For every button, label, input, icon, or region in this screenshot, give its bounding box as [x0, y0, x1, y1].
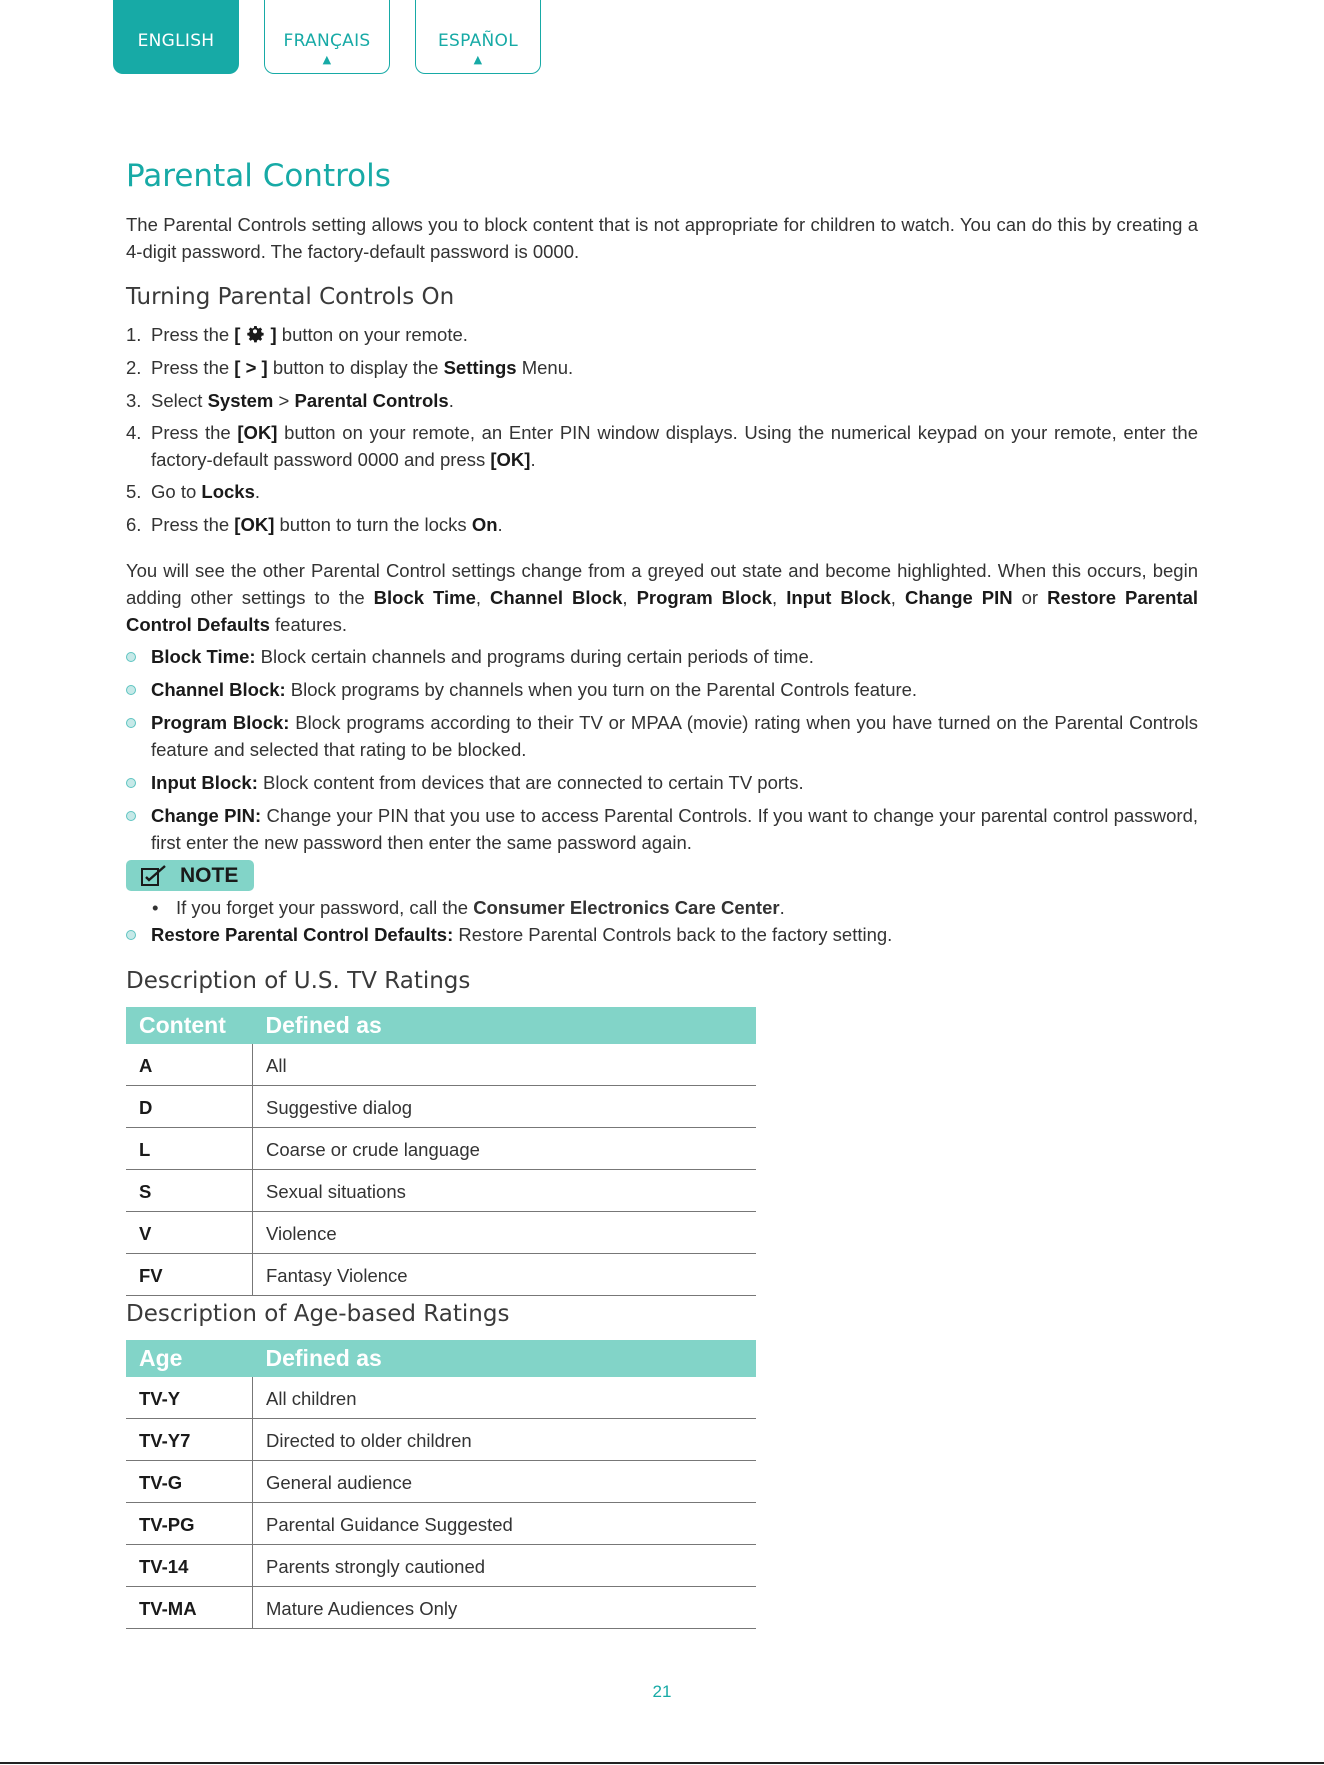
table-row — [126, 1377, 756, 1419]
step-emphasis: [ > ] — [234, 357, 268, 378]
note-edit-icon — [140, 865, 168, 887]
para-text: features. — [269, 614, 348, 635]
rating-definition: Coarse or crude language — [253, 1128, 757, 1170]
para-text: or — [1012, 587, 1048, 608]
note-text: If you forget your password, call the — [176, 897, 474, 918]
feature-desc: Block programs according to their TV or MPAA (movie) rating when you have turned on the Parental Controls feature and selected that rating to be blocked. — [151, 712, 1198, 760]
bullet-icon — [126, 718, 136, 728]
step-emphasis: [OK] — [234, 514, 275, 535]
bracket-open: [ — [234, 324, 241, 345]
feature-term: Block Time: — [151, 646, 256, 667]
bracket-close: ] — [270, 324, 277, 345]
step-text: Select — [151, 390, 208, 411]
rating-code: TV-G — [126, 1461, 253, 1503]
step-text: button on your remote. — [276, 324, 468, 345]
step-text: Press the — [151, 422, 238, 443]
feature-restore-defaults — [126, 921, 1198, 948]
para-text: You will see the other Parental Control settings change from a greyed out state and become highlighted. When this occurs, begin adding other settings to the — [126, 560, 1198, 608]
step-emphasis: Parental Controls — [294, 390, 449, 411]
feature-program-block — [126, 709, 1198, 763]
step-emphasis: System — [207, 390, 274, 411]
rating-definition: All — [253, 1044, 757, 1086]
step-6 — [126, 511, 1198, 538]
step-text: Press the — [151, 514, 235, 535]
step-text: button on your remote, an Enter PIN window displays. Using the numerical keypad on your remote, enter the factory-default password 0000 and press — [151, 422, 1198, 470]
column-header-defined-as: Defined as — [253, 1340, 757, 1377]
step-text: Go to — [151, 481, 202, 502]
table-row — [126, 1086, 756, 1128]
step-2 — [126, 354, 1198, 381]
tab-espanol[interactable] — [415, 0, 541, 74]
feature-term: Channel Block: — [151, 679, 286, 700]
para-text: , — [475, 587, 491, 608]
step-number: 4. — [126, 422, 142, 443]
feature-name: Change PIN — [904, 587, 1013, 608]
column-header-content: Content — [126, 1007, 253, 1044]
para-text: , — [622, 587, 637, 608]
step-number: 1. — [126, 324, 142, 345]
step-number: 6. — [126, 514, 142, 535]
tab-francais-marker-icon: ▲ — [322, 53, 332, 66]
rating-definition: Violence — [253, 1212, 757, 1254]
step-text: Menu. — [516, 357, 574, 378]
rating-code: TV-PG — [126, 1503, 253, 1545]
feature-term: Program Block: — [151, 712, 290, 733]
bullet-icon — [126, 930, 136, 940]
step-text: . — [448, 390, 454, 411]
rating-code: TV-Y — [126, 1377, 253, 1419]
tab-english-label: ENGLISH — [137, 31, 215, 51]
para-text: , — [772, 587, 787, 608]
tv-ratings-table — [126, 1007, 756, 1296]
feature-desc: Change your PIN that you use to access Parental Controls. If you want to change your parental control password, first enter the new password then enter the same password again. — [151, 805, 1198, 853]
rating-definition: General audience — [253, 1461, 757, 1503]
rating-definition: Parents strongly cautioned — [253, 1545, 757, 1587]
table-header-row — [126, 1340, 756, 1377]
step-number: 2. — [126, 357, 142, 378]
step-emphasis: On — [471, 514, 498, 535]
feature-input-block — [126, 769, 1198, 796]
bullet-icon — [126, 685, 136, 695]
feature-channel-block — [126, 676, 1198, 703]
rating-code: FV — [126, 1254, 253, 1296]
note-label: NOTE — [180, 864, 239, 887]
feature-desc: Restore Parental Controls back to the factory setting. — [453, 924, 893, 945]
rating-code: TV-Y7 — [126, 1419, 253, 1461]
table-header-row — [126, 1007, 756, 1044]
page-title: Parental Controls — [126, 158, 391, 194]
rating-definition: All children — [253, 1377, 757, 1419]
section-heading-age-ratings: Description of Age-based Ratings — [126, 1301, 510, 1327]
rating-definition: Parental Guidance Suggested — [253, 1503, 757, 1545]
rating-code: L — [126, 1128, 253, 1170]
table-row — [126, 1545, 756, 1587]
age-ratings-table — [126, 1340, 756, 1629]
section-heading-turning-on: Turning Parental Controls On — [126, 284, 455, 310]
step-5 — [126, 478, 1198, 505]
step-text: button to display the — [267, 357, 444, 378]
rating-code: D — [126, 1086, 253, 1128]
table-row — [126, 1587, 756, 1629]
step-text: Press the — [151, 324, 235, 345]
table-row — [126, 1419, 756, 1461]
tab-english[interactable] — [113, 0, 239, 74]
step-text: Press the — [151, 357, 235, 378]
feature-desc: Block content from devices that are connected to certain TV ports. — [257, 772, 804, 793]
rating-definition: Directed to older children — [253, 1419, 757, 1461]
feature-block-time — [126, 643, 1198, 670]
step-text: . — [254, 481, 260, 502]
rating-code: A — [126, 1044, 253, 1086]
note-text: . — [779, 897, 785, 918]
step-text: > — [273, 390, 295, 411]
feature-change-pin — [126, 802, 1198, 856]
bullet-icon — [126, 778, 136, 788]
step-1 — [126, 321, 1198, 348]
tab-francais[interactable] — [264, 0, 390, 74]
column-header-age: Age — [126, 1340, 253, 1377]
table-row — [126, 1503, 756, 1545]
step-4 — [126, 419, 1198, 473]
table-row — [126, 1044, 756, 1086]
feature-term: Input Block: — [151, 772, 258, 793]
step-text: . — [530, 449, 536, 470]
step-emphasis: [OK] — [237, 422, 278, 443]
highlight-paragraph — [126, 557, 1198, 638]
gear-icon — [244, 323, 266, 345]
feature-name: Block Time — [373, 587, 476, 608]
step-3 — [126, 387, 1198, 414]
rating-definition: Suggestive dialog — [253, 1086, 757, 1128]
rating-code: TV-14 — [126, 1545, 253, 1587]
note-item — [151, 894, 785, 921]
tab-espanol-marker-icon: ▲ — [473, 53, 483, 66]
step-emphasis: Locks — [201, 481, 255, 502]
bottom-divider — [0, 1762, 1324, 1764]
tab-francais-label: FRANÇAIS — [283, 31, 371, 51]
rating-definition: Fantasy Violence — [253, 1254, 757, 1296]
note-emphasis: Consumer Electronics Care Center — [473, 897, 780, 918]
rating-definition: Sexual situations — [253, 1170, 757, 1212]
table-row — [126, 1128, 756, 1170]
rating-code: S — [126, 1170, 253, 1212]
feature-name: Program Block — [636, 587, 773, 608]
feature-name: Input Block — [786, 587, 891, 608]
note-badge — [126, 860, 254, 891]
bullet-icon — [126, 811, 136, 821]
step-emphasis: [OK] — [490, 449, 531, 470]
page-number: 21 — [652, 1682, 672, 1701]
step-emphasis: Settings — [443, 357, 517, 378]
column-header-defined-as: Defined as — [253, 1007, 757, 1044]
table-row — [126, 1212, 756, 1254]
step-text: button to turn the locks — [274, 514, 472, 535]
section-heading-tv-ratings: Description of U.S. TV Ratings — [126, 968, 471, 994]
rating-code: TV-MA — [126, 1587, 253, 1629]
tab-espanol-label: ESPAÑOL — [438, 31, 518, 51]
feature-name: Channel Block — [490, 587, 623, 608]
feature-name: Restore Parental Control Defaults — [126, 587, 1199, 635]
step-number: 3. — [126, 390, 142, 411]
note-bullet-icon: • — [152, 897, 159, 918]
bullet-icon — [126, 652, 136, 662]
rating-code: V — [126, 1212, 253, 1254]
feature-desc: Block programs by channels when you turn on the Parental Controls feature. — [285, 679, 918, 700]
feature-term: Change PIN: — [151, 805, 262, 826]
step-number: 5. — [126, 481, 142, 502]
table-row — [126, 1254, 756, 1296]
intro-paragraph: The Parental Controls setting allows you to block content that is not appropriate for children to watch. You can do this by creating a 4-digit password. The factory-default password is 0000. — [126, 214, 1198, 262]
table-row — [126, 1461, 756, 1503]
table-row — [126, 1170, 756, 1212]
step-text: . — [497, 514, 503, 535]
para-text: , — [890, 587, 905, 608]
feature-desc: Block certain channels and programs during certain periods of time. — [255, 646, 814, 667]
feature-term: Restore Parental Control Defaults: — [151, 924, 454, 945]
rating-definition: Mature Audiences Only — [253, 1587, 757, 1629]
